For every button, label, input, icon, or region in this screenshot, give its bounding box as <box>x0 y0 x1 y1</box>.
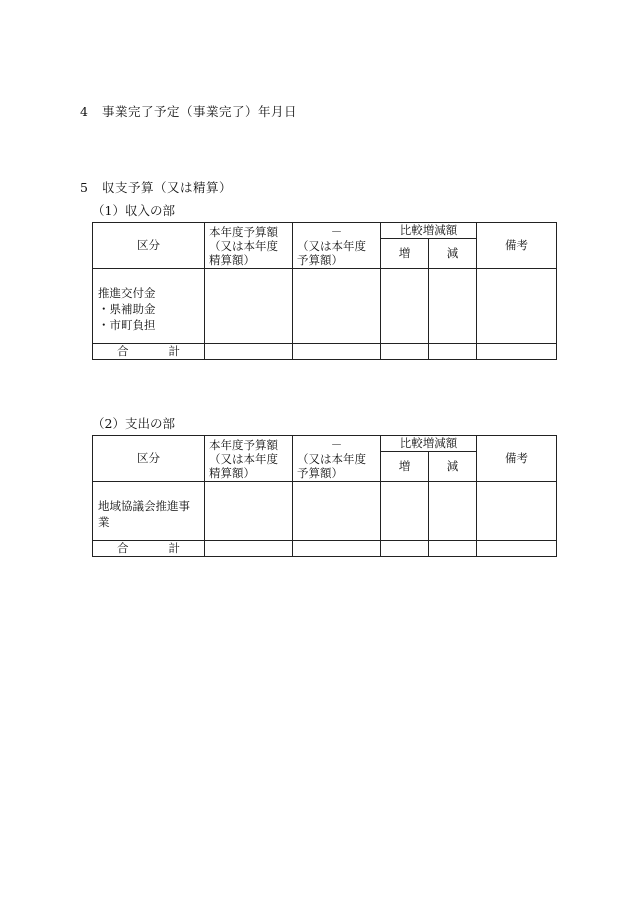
expense-item-row <box>93 482 557 541</box>
section-4-title: 事業完了予定（事業完了）年月日 <box>102 104 298 119</box>
income-previous-value <box>293 269 381 344</box>
expense-subtitle: （2）支出の部 <box>92 416 175 431</box>
income-header-previous-line3: 予算額） <box>297 252 343 267</box>
income-remarks-value <box>477 269 557 344</box>
expense-header-remarks: 備考 <box>477 436 557 482</box>
expense-remarks-value <box>477 482 557 541</box>
expense-increase-value <box>381 482 429 541</box>
income-header-comparison: 比較増減額 <box>381 223 477 239</box>
section-5-title: 収支予算（又は精算） <box>102 180 233 195</box>
expense-header-comparison: 比較増減額 <box>381 436 477 452</box>
income-header-current-line3: 精算額） <box>209 252 255 267</box>
expense-header-previous-line3: 予算額） <box>297 465 343 480</box>
expense-header-current-line1: 本年度予算額 <box>209 437 278 452</box>
expense-header-previous-line1: － <box>330 437 343 452</box>
income-current-value <box>205 269 293 344</box>
income-total-increase <box>381 344 429 360</box>
expense-decrease-value <box>429 482 477 541</box>
income-header-previous-line1: － <box>330 224 343 239</box>
expense-total-row <box>93 541 557 557</box>
section-5-number: 5 <box>80 180 89 195</box>
expense-total-char2: 計 <box>168 541 180 555</box>
expense-header-increase: 増 <box>381 452 429 482</box>
income-header-increase: 増 <box>381 239 429 269</box>
expense-header-current-line2: （又は本年度 <box>209 451 278 466</box>
expense-item-cell <box>93 482 205 541</box>
income-total-char1: 合 <box>117 344 129 358</box>
section-4-number: 4 <box>80 104 89 119</box>
income-total-char2: 計 <box>168 344 180 358</box>
income-header-current <box>205 223 293 269</box>
income-item: ・県補助金 <box>98 302 156 316</box>
expense-total-label <box>93 541 205 557</box>
income-header-previous-line2: （又は本年度 <box>297 238 366 253</box>
expense-table <box>92 435 557 557</box>
income-increase-value <box>381 269 429 344</box>
income-item-row <box>93 269 557 344</box>
expense-item: 地域協議会推進事 <box>98 499 190 513</box>
income-header-current-line2: （又は本年度 <box>209 238 278 253</box>
income-subtitle: （1）収入の部 <box>92 203 175 218</box>
income-item: 推進交付金 <box>98 286 156 300</box>
income-header-previous <box>293 223 381 269</box>
expense-total-current <box>205 541 293 557</box>
income-decrease-value <box>429 269 477 344</box>
expense-header-current-line3: 精算額） <box>209 465 255 480</box>
expense-previous-value <box>293 482 381 541</box>
income-total-decrease <box>429 344 477 360</box>
expense-total-char1: 合 <box>117 541 129 555</box>
expense-total-previous <box>293 541 381 557</box>
expense-header-previous <box>293 436 381 482</box>
income-total-label <box>93 344 205 360</box>
expense-header-current <box>205 436 293 482</box>
expense-total-decrease <box>429 541 477 557</box>
income-item: ・市町負担 <box>98 318 156 332</box>
income-table <box>92 222 557 360</box>
expense-total-remarks <box>477 541 557 557</box>
section-4-heading <box>80 102 297 120</box>
expense-header-decrease: 減 <box>429 452 477 482</box>
income-header-decrease: 減 <box>429 239 477 269</box>
expense-header-previous-line2: （又は本年度 <box>297 451 366 466</box>
income-header-current-line1: 本年度予算額 <box>209 224 278 239</box>
expense-header-category: 区分 <box>93 436 205 482</box>
income-item-cell <box>93 269 205 344</box>
expense-item: 業 <box>98 515 110 529</box>
income-total-row <box>93 344 557 360</box>
income-total-current <box>205 344 293 360</box>
income-header-remarks: 備考 <box>477 223 557 269</box>
expense-total-increase <box>381 541 429 557</box>
section-5-heading <box>80 178 232 196</box>
income-total-previous <box>293 344 381 360</box>
expense-current-value <box>205 482 293 541</box>
income-total-remarks <box>477 344 557 360</box>
income-header-category: 区分 <box>93 223 205 269</box>
